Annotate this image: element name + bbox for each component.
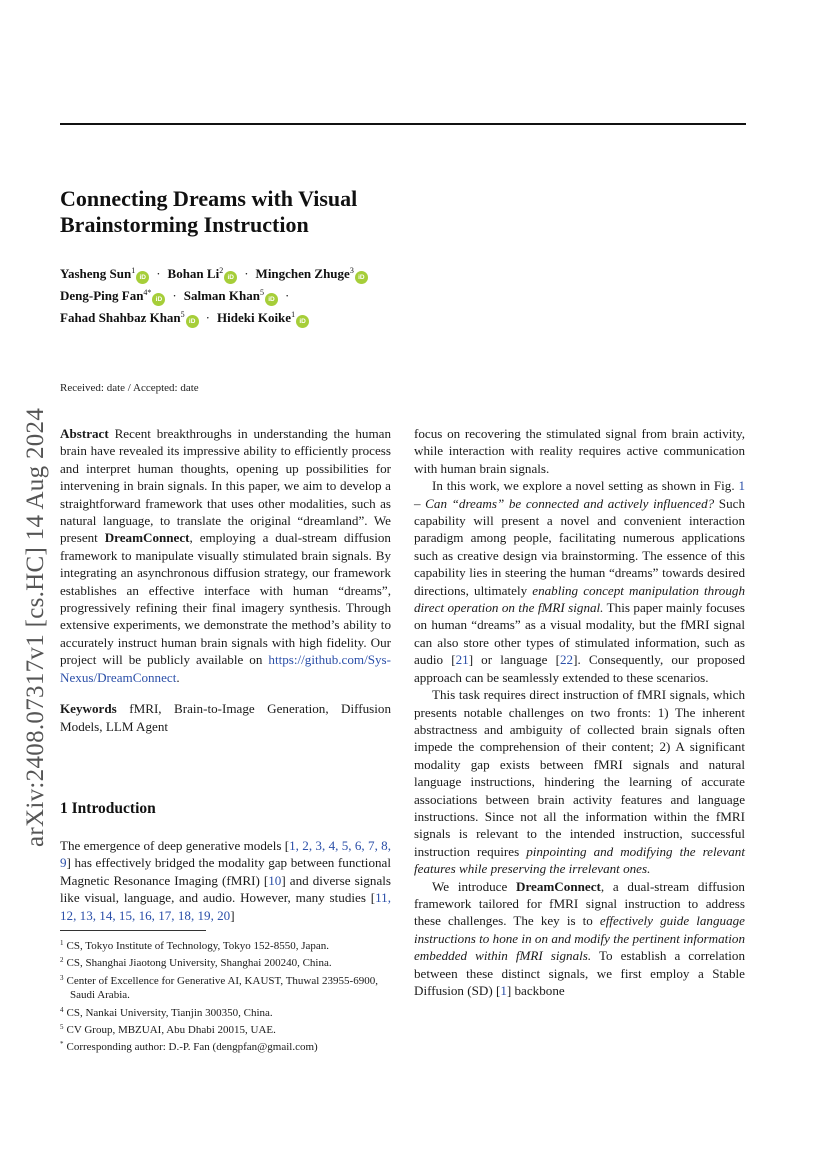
emphasis-text: effectively guide language instructions to hone in on and modify the pertinent information embedded within fMRI signals. bbox=[414, 913, 745, 964]
citation-link[interactable]: 21 bbox=[455, 652, 469, 668]
intro-text: ] bbox=[230, 907, 235, 923]
paper-title bbox=[60, 186, 560, 238]
author-list bbox=[60, 262, 480, 328]
footnote-text: Corresponding author: D.-P. Fan (dengpfan@gmail.com) bbox=[66, 1041, 318, 1054]
footnote-item bbox=[60, 1020, 395, 1037]
title-line-1: Connecting Dreams with Visual bbox=[60, 186, 358, 211]
method-name: DreamConnect bbox=[516, 878, 601, 894]
body-text: ] backbone bbox=[506, 983, 565, 998]
keywords-heading: Keywords bbox=[60, 701, 117, 717]
author-separator: · bbox=[172, 288, 177, 303]
section-title: Introduction bbox=[71, 800, 156, 817]
method-name: DreamConnect bbox=[104, 530, 190, 546]
author-affil: 4* bbox=[143, 288, 152, 297]
body-paragraph bbox=[414, 878, 745, 1000]
author-separator: · bbox=[156, 266, 161, 281]
footnote-mark: 1 bbox=[60, 939, 64, 947]
body-text: ] or language [ bbox=[468, 652, 560, 668]
citation-link[interactable]: 11, 12, 13, 14, 15, 16, 17, 18, 19, 20 bbox=[60, 890, 391, 923]
emphasis-text: Can “dreams” be connected and actively influenced? bbox=[425, 495, 715, 511]
abstract-heading: Abstract bbox=[60, 426, 109, 441]
figure-link[interactable]: 1 bbox=[738, 478, 745, 494]
footnote-mark: 4 bbox=[60, 1005, 64, 1014]
footnote-text: CS, Tokyo Institute of Technology, Tokyo 152-8550, Japan. bbox=[66, 940, 329, 952]
orcid-icon[interactable]: iD bbox=[152, 293, 165, 306]
author-name: Mingchen Zhuge bbox=[255, 266, 350, 281]
body-paragraph bbox=[414, 477, 745, 686]
body-text: Such capability will present a novel and convenient interaction paradigm among people, facilitating numerous applications such as creative design via brainstorming. The essence of this capability lies in steering the human “dreams” towards desired directions, ultimately bbox=[414, 495, 745, 598]
intro-text: ] and diverse signals like visual, language, and audio. However, many studies [ bbox=[60, 872, 391, 906]
author-separator: · bbox=[205, 310, 211, 325]
left-column bbox=[60, 425, 391, 735]
author-affil: 2 bbox=[219, 266, 224, 275]
footnote-mark: * bbox=[60, 1040, 64, 1049]
arxiv-sidebar-id: arXiv:2408.07317v1 [cs.HC] 14 Aug 2024 bbox=[22, 407, 49, 847]
footnote-text: CS, Shanghai Jiaotong University, Shanghai 200240, China. bbox=[66, 957, 332, 970]
orcid-icon[interactable]: iD bbox=[136, 271, 149, 284]
keywords-paragraph bbox=[60, 700, 391, 735]
author-affil: 1 bbox=[131, 266, 136, 275]
footnote-item bbox=[60, 1003, 395, 1020]
body-text: This paper mainly focuses on human “dreams” as a visual modality, but the fMRI signal can also store other types of stimulated information, such as audio [ bbox=[414, 600, 745, 668]
body-text: , a dual-stream diffusion framework tailored for fMRI signal instruction to address these challenges. The key is to bbox=[414, 878, 745, 929]
intro-text: The emergence of deep generative models [ bbox=[60, 838, 290, 853]
section-heading-introduction bbox=[60, 800, 156, 818]
right-column bbox=[414, 425, 745, 999]
intro-left-column bbox=[60, 837, 391, 924]
author-name: Fahad Shahbaz Khan bbox=[60, 310, 181, 325]
abstract-text: , employing a dual-stream diffusion framework to manipulate visually stimulated brain signals. By integrating an asynchronous diffusion strategy, our framework establishes an effective interface with human “dreams”, progressively refining their final imagery synthesis. Through extensive experiments, we demonstrate the method’s ability to accurately instruct human brain signals with high fidelity. Our project will be publicly available on bbox=[60, 530, 391, 668]
author-affil: 3 bbox=[349, 266, 354, 275]
author-affil: 5 bbox=[260, 288, 264, 297]
author-separator: · bbox=[244, 266, 249, 281]
section-number: 1 bbox=[60, 800, 68, 817]
body-text: – bbox=[414, 495, 426, 511]
footnote-mark: 2 bbox=[60, 956, 64, 965]
footnote-item bbox=[60, 971, 395, 1003]
footnote-text: CS, Nankai University, Tianjin 300350, China. bbox=[66, 1006, 273, 1019]
citation-link[interactable]: 1 bbox=[500, 983, 507, 998]
header-rule bbox=[60, 123, 746, 125]
orcid-icon[interactable]: iD bbox=[355, 271, 368, 284]
body-text: To establish a correlation between these distinct signals, we first employ a Stable Diffusion (SD) [ bbox=[414, 948, 745, 998]
footnote-mark: 5 bbox=[60, 1023, 64, 1032]
body-text: We introduce bbox=[432, 878, 517, 894]
citation-link[interactable]: 22 bbox=[559, 652, 574, 668]
title-line-2: Brainstorming Instruction bbox=[60, 212, 309, 237]
body-text: This task requires direct instruction of fMRI signals, which presents notable challenges on two fronts: 1) The inherent abstractness and ambiguity of collected brain signals often impede the comprehension of their content; 2) A significant modality gap exists between fMRI signals and natural language instructions, hindering the learning of accurate associations between brain activity features and language instructions. Since not all the information within the fMRI signals is relevant to the intended instruction, successful instruction requires bbox=[414, 687, 745, 859]
keywords-text: fMRI, Brain-to-Image Generation, Diffusion Models, LLM Agent bbox=[60, 701, 392, 734]
body-paragraph: focus on recovering the stimulated signal from brain activity, while interaction with reality requires active communication with human brain signals. bbox=[414, 426, 745, 476]
citation-link[interactable]: 1, 2, 3, 4, 5, 6, 7, 8, 9 bbox=[60, 838, 391, 871]
author-name: Salman Khan bbox=[183, 288, 260, 303]
abstract-paragraph bbox=[60, 425, 391, 686]
author-name: Hideki Koike bbox=[217, 310, 292, 325]
author-name: Bohan Li bbox=[167, 266, 220, 281]
orcid-icon[interactable]: iD bbox=[296, 315, 309, 328]
footnote-rule bbox=[60, 930, 206, 931]
received-date: Received: date / Accepted: date bbox=[60, 382, 199, 394]
footnotes bbox=[60, 936, 395, 1055]
author-affil: 1 bbox=[291, 310, 296, 319]
intro-text: ] has effectively bridged the modality gap between functional Magnetic Resonance Imaging (fMRI) [ bbox=[60, 855, 391, 888]
orcid-icon[interactable]: iD bbox=[265, 293, 278, 306]
orcid-icon[interactable]: iD bbox=[224, 271, 237, 284]
orcid-icon[interactable]: iD bbox=[186, 315, 199, 328]
footnote-mark: 3 bbox=[60, 973, 64, 982]
footnote-item bbox=[60, 953, 395, 970]
author-affil: 5 bbox=[180, 310, 185, 319]
project-link[interactable]: https://github.com/Sys-Nexus/DreamConnect bbox=[60, 652, 391, 685]
abstract-text: Recent breakthroughs in understanding the human brain have revealed its impressive ability to efficiently process and interpret human thoughts, opening up possibilities for intervening in brain signals. In this paper, we aim to develop a straightforward framework that uses other modalities, such as natural language, to translate the original “dreamland”. We present bbox=[60, 426, 391, 546]
body-text: ]. Consequently, our proposed approach can be seamlessly extended to these scenarios. bbox=[414, 652, 745, 685]
author-separator: · bbox=[285, 288, 290, 303]
body-text: In this work, we explore a novel setting as shown in Fig. bbox=[432, 478, 739, 494]
emphasis-text: enabling concept manipulation through direct operation on the fMRI signal. bbox=[414, 582, 745, 616]
author-name: Deng-Ping Fan bbox=[60, 288, 144, 303]
abstract-text: . bbox=[176, 669, 180, 685]
intro-paragraph bbox=[60, 837, 391, 924]
footnote-item bbox=[60, 1037, 395, 1054]
footnote-text: Center of Excellence for Generative AI, KAUST, Thuwal 23955-6900, Saudi Arabia. bbox=[66, 974, 378, 1002]
footnote-item bbox=[60, 936, 395, 953]
author-name: Yasheng Sun bbox=[60, 266, 132, 281]
footnote-text: CV Group, MBZUAI, Abu Dhabi 20015, UAE. bbox=[66, 1024, 276, 1037]
citation-link[interactable]: 10 bbox=[268, 872, 282, 888]
emphasis-text: pinpointing and modifying the relevant features while preserving the irrelevant ones. bbox=[414, 843, 745, 877]
body-paragraph bbox=[414, 686, 745, 877]
